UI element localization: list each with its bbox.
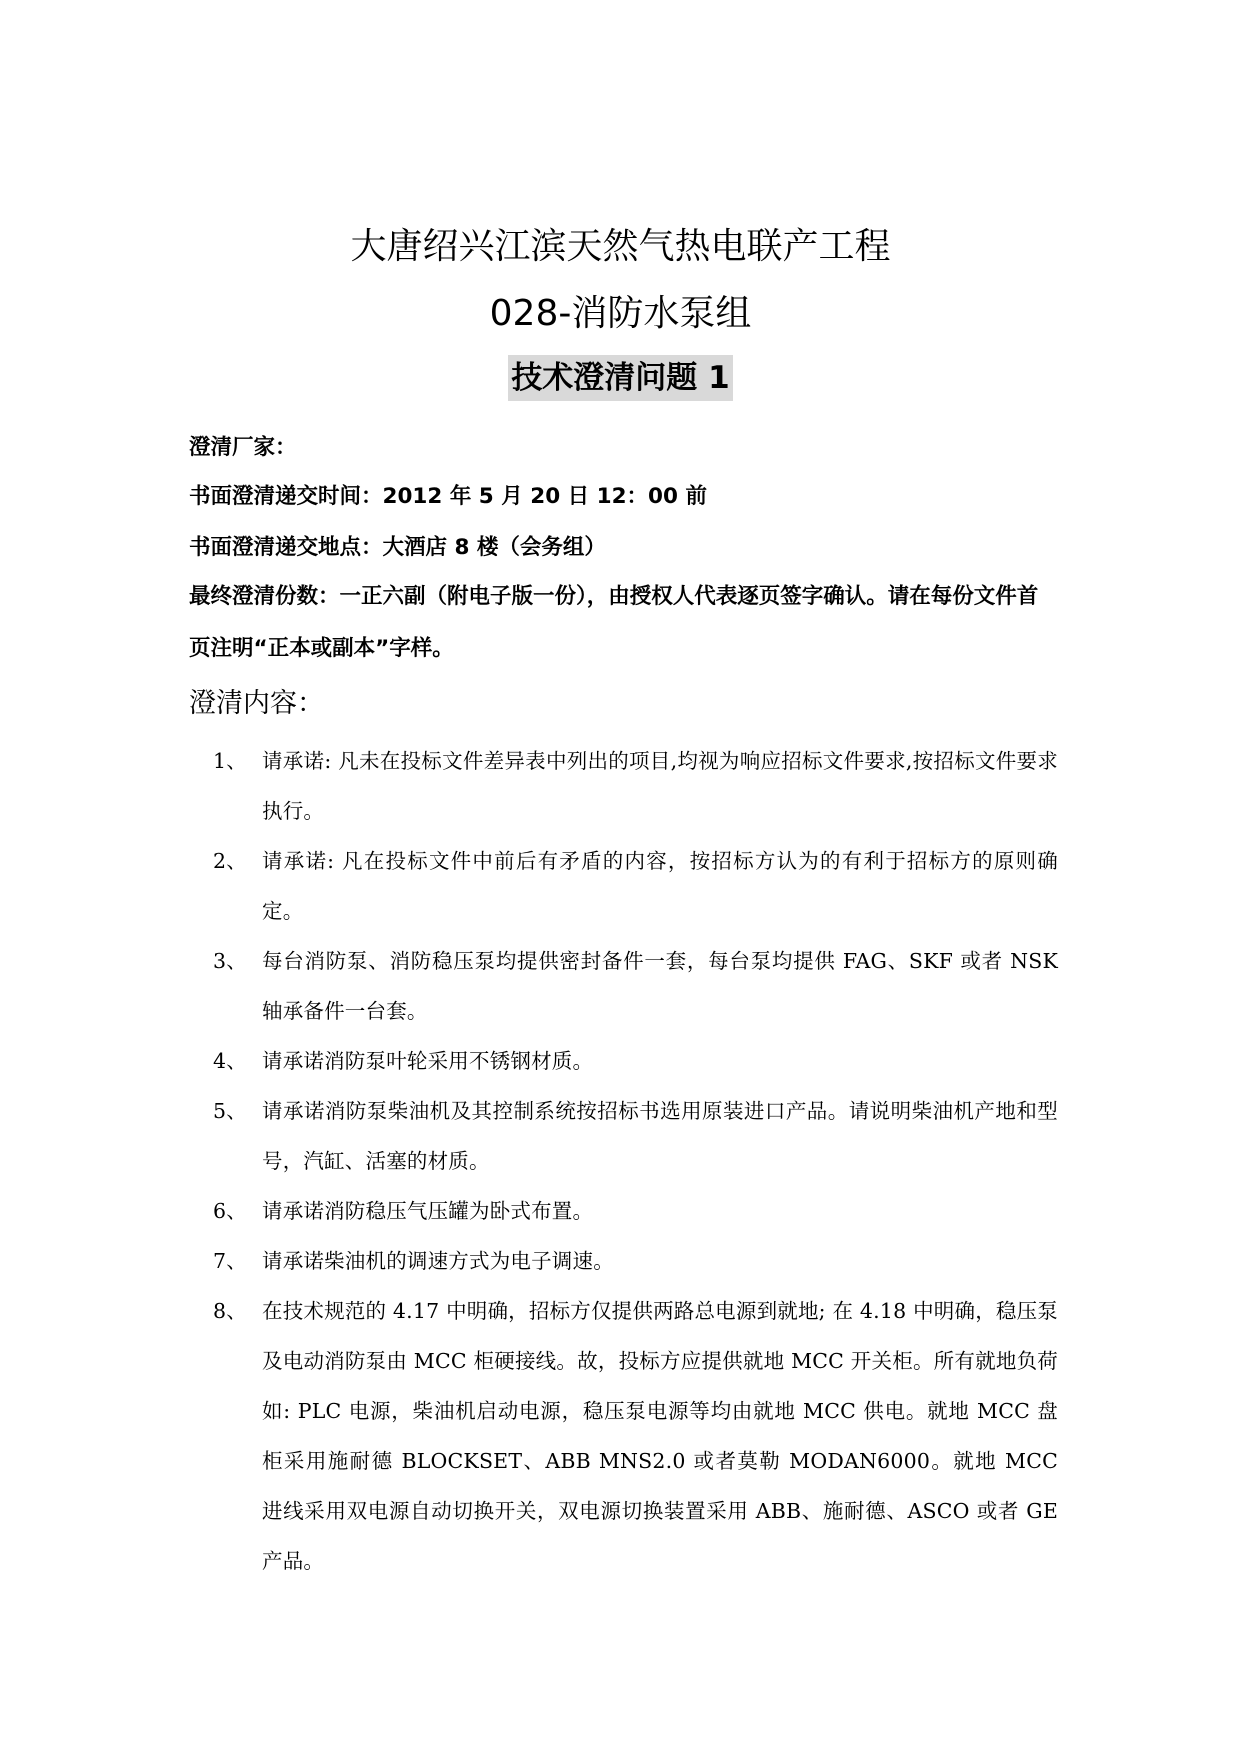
meta-manufacturer: 澄清厂家：	[189, 435, 297, 460]
list-item-text: 请承诺柴油机的调速方式为电子调速。	[262, 1249, 614, 1273]
document-title: 大唐绍兴江滨天然气热电联产工程	[350, 226, 891, 267]
list-item-number: 4、	[213, 1049, 247, 1073]
document-heading-wrapper	[0, 355, 1241, 401]
list-item-text: 请承诺消防泵柴油机及其控制系统按招标书选用原装进口产品。请说明柴油机产地和型号，汽缸、活塞的材质。	[262, 1099, 1058, 1173]
clarification-list	[0, 736, 1241, 1586]
list-item-text: 请承诺消防稳压气压罐为卧式布置。	[262, 1199, 594, 1223]
list-item-number: 5、	[213, 1099, 247, 1123]
list-item	[0, 1286, 1058, 1586]
list-item	[0, 836, 1058, 936]
list-item	[0, 936, 1058, 1036]
meta-submission-time: 书面澄清递交时间：2012 年 5 月 20 日 12：00 前	[189, 484, 707, 509]
document-heading: 技术澄清问题 1	[508, 355, 732, 401]
list-item	[0, 1036, 1058, 1086]
list-item-text: 请承诺: 凡未在投标文件差异表中列出的项目,均视为响应招标文件要求,按招标文件要求执行。	[262, 749, 1058, 823]
list-item	[0, 1186, 1058, 1236]
list-item	[0, 1086, 1058, 1186]
document-subtitle: 028-消防水泵组	[489, 293, 752, 334]
section-heading: 澄清内容：	[189, 688, 324, 719]
list-item-number: 8、	[213, 1299, 247, 1323]
list-item	[0, 736, 1058, 836]
list-item-number: 6、	[213, 1199, 247, 1223]
list-item-text: 在技术规范的 4.17 中明确，招标方仅提供两路总电源到就地; 在 4.18 中明确，稳压泵及电动消防泵由 MCC 柜硬接线。故，投标方应提供就地 MCC 开关柜。所有就地负荷如: PLC 电源，柴油机启动电源，稳压泵电源等均由就地 MCC 供电。就地 MCC 盘柜采用施耐德 BLOCKSET、ABB MNS2.0 或者莫勒 MODAN6000。就地 MCC 进线采用双电源自动切换开关，双电源切换装置采用 ABB、施耐德、ASCO 或者 GE 产品。	[262, 1299, 1058, 1573]
list-item-number: 1、	[213, 749, 247, 773]
list-item-text: 每台消防泵、消防稳压泵均提供密封备件一套，每台泵均提供 FAG、SKF 或者 NSK 轴承备件一台套。	[262, 949, 1058, 1023]
list-item-number: 7、	[213, 1249, 247, 1273]
list-item	[0, 1236, 1058, 1286]
list-item-number: 3、	[213, 949, 247, 973]
list-item-number: 2、	[213, 849, 247, 873]
meta-copies: 最终澄清份数：一正六副（附电子版一份），由授权人代表逐页签字确认。请在每份文件首页注明“正本或副本”字样。	[189, 584, 1039, 661]
list-item-text: 请承诺消防泵叶轮采用不锈钢材质。	[262, 1049, 594, 1073]
list-item-text: 请承诺: 凡在投标文件中前后有矛盾的内容，按招标方认为的有利于招标方的原则确定。	[262, 849, 1058, 923]
meta-submission-place: 书面澄清递交地点：大酒店 8 楼（会务组）	[189, 535, 606, 560]
